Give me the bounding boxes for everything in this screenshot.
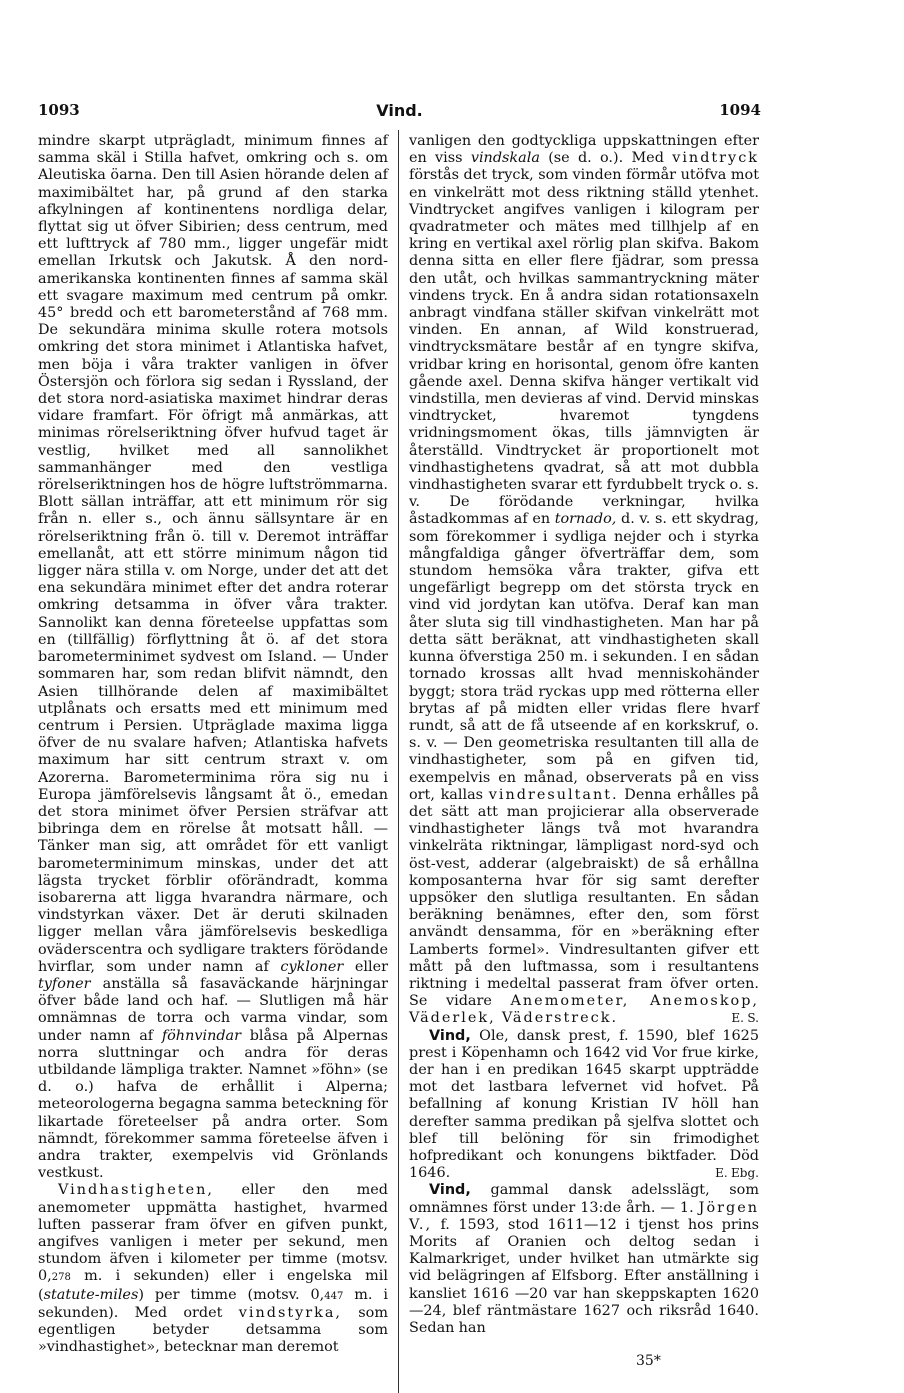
entry-headword: Vind, [429,1027,471,1044]
entry-headword: Vind, [429,1182,471,1199]
signature: E. S. [731,1011,759,1026]
page-number-right: 1094 [719,101,761,119]
page-header [38,101,761,123]
paragraph-vindhastighet: Vindhastigheten, eller den med anemometer uppmätta hastighet, hvarmed luften passerar fram öfver en gifven punkt, angifves vanligen i meter per sekund, men stundom äfven i kilometer per timme (motsv. 0,278 m. i sekunden) eller i engelska mil (statute-miles) per timme (motsv. 0,447 m. i sekunden). Med ordet vindstyrka, som egentligen betyder detsamma som »vindhastighet», betecknar man deremot [38,1182,388,1356]
right-column [409,133,759,1337]
entry-vind-ole: Vind, Ole, dansk prest, f. 1590, blef 1625 prest i Köpenhamn och 1642 vid Vor frue kirke, der han i en predikan 1645 skarpt uppträdde mot det lastbara lefvernet vid hofvet. På befallning af konung Kristian IV höll han derefter samma predikan på sjelfva slottet och blef till belöning för sin frimodighet hofpredikant och konungens biktfader. Död 1646. E. Ebg. [409,1027,759,1182]
paragraph-vindtryck: vanligen den godtyckliga uppskattningen efter en viss vindskala (se d. o.). Med vindtryck förstås det tryck, som vinden förmår utöfva mot en vinkelrätt mot dess riktning ställd ytenhet. Vindtrycket angifves vanligen i kilogram per qvadratmeter och mätes med tillhjelp af en kring en vertikal axel rörlig plan skifva. Bakom denna sitta en eller flere fjädrar, som pressa den utåt, och hvilkas sammantryckning mäter vindens tryck. En å andra sidan rotationsaxeln anbragt vindfana ställer skifvan vinkelrätt mot vinden. En annan, af Wild konstruerad, vindtrycksmätare består af en tyngre skifva, vridbar kring en horisontal, genom öfre kanten gående axel. Denna skifva hänger vertikalt vid vindstilla, men devieras af vind. Dervid minskas vindtrycket, hvaremot tyngdens vridningsmoment ökas, tills jämnvigten är återställd. Vindtrycket är proportionelt mot vindhastighetens qvadrat, så att mot dubbla vindhastigheten svarar ett fyrdubbelt tryck o. s. v. De förödande verkningar, hvilka åstadkommas af en tornado, d. v. s. ett skydrag, som förekommer i sydliga nejder och i styrka mångfaldiga gånger öfverträffar dem, som stundom hemsöka våra trakter, gifva ett ungefärligt begrepp om det största tryck en vind vid jordytan kan utöfva. Deraf kan man åter sluta sig till vindhastigheten. Man har på detta sätt beräknat, att vindhastigheten skall kunna öfverstiga 250 m. i sekunden. I en sådan tornado krossas allt hvad menniskohänder byggt; stora träd ryckas upp med rötterna eller brytas af på midten eller vridas flere hvarf rundt, så att de få utseende af en korkskruf, o. s. v. — Den geometriska resultanten till alla de vindhastigheter, som på en gifven tid, exempelvis en månad, observerats på en viss ort, kallas vindresultant. Denna erhålles på det sätt att man projicierar alla observerade vindhastigheter längs två mot hvarandra vinkelräta riktningar, lämpligast nord-syd och öst-vest, adderar (algebraiskt) de så erhållna komposanterna hvar för sig samt derefter uppsöker den slutliga resultanten. En sådan beräkning benämnes, efter den, som först användt densamma, för en »beräkning efter Lamberts formel». Vindresultanten gifver ett mått på den luftmassa, som i resultantens riktning i medeltal passerat fram öfver orten. Se vidare Anemometer, Anemoskop, Väderlek, Väderstreck. E. S. [409,133,759,1027]
entry-vind-family: Vind, gammal dansk adelsslägt, som omnämnes först under 13:de årh. — 1. Jörgen V., f. 1593, stod 1611—12 i tjenst hos prins Morits af Oranien och deltog sedan i Kalmarkriget, under hvilket han utmärkte sig vid belägringen af Elfsborg. Efter anställning i kansliet 1616 —20 var han skeppskapten 1620—24, blef räntmästare 1627 och riksråd 1640. Sedan han [409,1182,759,1337]
signature: E. Ebg. [715,1166,759,1181]
sheet-signature-mark: 35* [636,1353,661,1369]
running-title: Vind. [376,101,423,120]
left-column [38,133,388,1356]
column-divider [398,130,399,1393]
paragraph-climate: mindre skarpt utprägladt, minimum finnes af samma skäl i Stilla hafvet, omkring och s. om Aleutiska öarna. Den till Asien hörande delen af maximibältet har, på grund af den starka afkylningen af kontinentens nordliga delar, flyttat sig ut öfver Sibirien; dess centrum, med ett lufttryck af 780 mm., ligger ungefär midt emellan Irkutsk och Jakutsk. Å den nord-amerikanska kontinenten finnes af samma skäl ett svagare maximum med centrum på omkr. 45° bredd och ett barometerstånd af 768 mm. De sekundära minima skulle rotera motsols omkring det stora minimet i Atlantiska hafvet, men böja i våra trakter vanligen in öfver Östersjön och förlora sig sedan i Ryssland, der det stora nord-asiatiska maximet hindrar deras vidare framfart. För öfrigt må anmärkas, att minimas rörelseriktning öfver hufvud taget är vestlig, hvilket med all sannolikhet sammanhänger med den vestliga rörelseriktningen hos de högre luftströmmarna. Blott sällan inträffar, att ett minimum rör sig från n. eller s., och ännu sällsyntare är en rörelseriktning från ö. till v. Deremot inträffar emellanåt, att ett större minimum någon tid ligger nära stilla v. om Norge, under det att det ena sekundära minimet efter det andra roterar omkring detsamma in öfver våra trakter. Sannolikt kan denna företeelse uppfattas som en (tillfällig) förflyttning åt ö. af det stora barometerminimet sydvest om Island. — Under sommaren har, som redan blifvit nämndt, den Asien tillhörande delen af maximibältet utplånats och ersatts med ett minimum med centrum i Persien. Utpräglade maxima ligga öfver de nu svalare hafven; Atlantiska hafvets maximum har sitt centrum straxt v. om Azorerna. Barometerminima röra sig nu i Europa jämförelsevis långsamt åt ö., emedan det stora minimet öfver Persien sträfvar att bibringa dem en rörelse åt motsatt håll. — Tänker man sig, att området för ett vanligt barometerminimum minskas, under det att lägsta trycket förblir oförändradt, komma isobarerna att ligga hvarandra närmare, och vindstyrkan växer. Det är deruti skilnaden ligger mellan våra jämförelsevis beskedliga oväderscentra och sydligare trakters förödande hvirflar, som under namn af cykloner eller tyfoner anställa så fasaväckande härjningar öfver både land och haf. — Slutligen må här omnämnas de torra och varma vindar, som under namn af föhnvindar blåsa på Alpernas norra sluttningar och andra för deras utbildande lämpliga trakter. Namnet »föhn» (se d. o.) hafva de erhållit i Alperna; meteorologerna begagna samma beteckning för likartade företeelser på andra orter. Som nämndt, förekommer samma företeelse äfven i andra trakter, exempelvis vid Grönlands vestkust. [38,133,388,1182]
page-number-left: 1093 [38,101,80,119]
